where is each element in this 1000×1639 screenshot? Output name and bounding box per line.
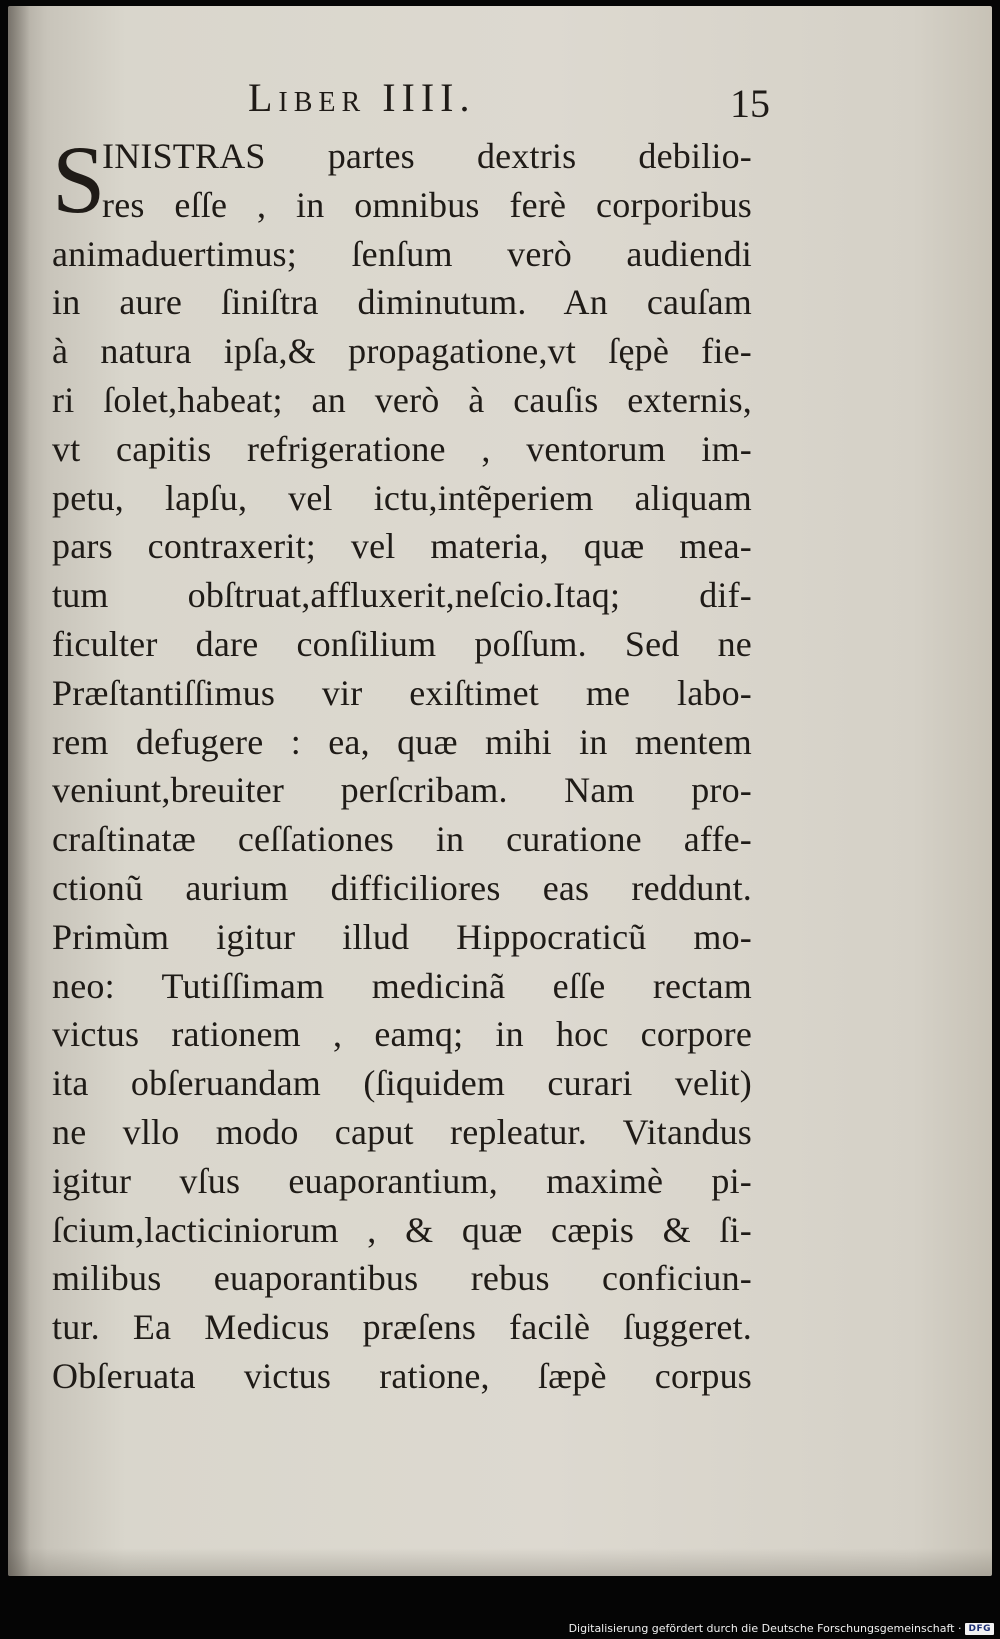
text-line: Obſeruata victus ratione, ſæpè corpus (52, 1355, 752, 1396)
text-line: ita obſeruandam (ſiquidem curari velit) (52, 1063, 752, 1104)
text-line: petu, lapſu, vel ictu,intẽperiem aliquam (52, 477, 752, 518)
text-line: ſcium,lacticiniorum , & quæ cæpis & ſi- (52, 1209, 752, 1250)
text-line: pars contraxerit; vel materia, quæ mea- (52, 526, 752, 567)
dfg-logo: DFG (965, 1623, 994, 1635)
text-line: ne vllo modo caput repleatur. Vitandus (52, 1111, 752, 1152)
footer-bar (0, 1615, 1000, 1639)
text-line: veniunt,breuiter perſcribam. Nam pro- (52, 770, 752, 811)
text-line: vt capitis refrigeratione , ventorum im- (52, 428, 752, 469)
text-line: animaduertimus; ſenſum verò audiendi (52, 233, 752, 274)
text-line: à natura ipſa,& propagatione,vt ſępè fie- (52, 331, 752, 372)
text-line: res eſſe , in omnibus ferè corporibus (102, 184, 752, 225)
body-text (52, 126, 752, 1401)
text-line: victus rationem , eamq; in hoc corpore (52, 1014, 752, 1055)
drop-cap-initial: S (52, 126, 106, 233)
text-line: ficulter dare conſilium poſſum. Sed ne (52, 623, 752, 664)
text-line: INISTRAS partes dextris debilio- (102, 136, 752, 176)
text-line: rem defugere : ea, quæ mihi in mentem (52, 721, 752, 762)
text-line: Præſtantiſſimus vir exiſtimet me labo- (52, 672, 752, 713)
text-line: ri ſolet,habeat; an verò à cauſis externis, (52, 379, 752, 420)
text-line: craſtinatæ ceſſationes in curatione affe- (52, 819, 752, 860)
running-head: Liber IIII. (248, 75, 476, 120)
text-line: Primùm igitur illud Hippocraticũ mo- (52, 916, 752, 957)
page-number: 15 (730, 81, 770, 126)
funding-credit (569, 1622, 994, 1635)
text-line: igitur vſus euaporantium, maximè pi- (52, 1160, 752, 1201)
text-line: tum obſtruat,affluxerit,neſcio.Itaq; dif- (52, 575, 752, 616)
book-page (8, 6, 992, 1576)
text-line: ctionũ aurium difficiliores eas reddunt. (52, 867, 752, 908)
text-line: milibus euaporantibus rebus conficiun- (52, 1258, 752, 1299)
text-line: tur. Ea Medicus præſens facilè ſuggeret. (52, 1307, 752, 1348)
text-line: neo: Tutiſſimam medicinã eſſe rectam (52, 965, 752, 1006)
funding-credit-text: Digitalisierung gefördert durch die Deutsche Forschungsgemeinschaft · (568, 1622, 962, 1635)
text-line: in aure ſiniſtra diminutum. An cauſam (52, 282, 752, 323)
